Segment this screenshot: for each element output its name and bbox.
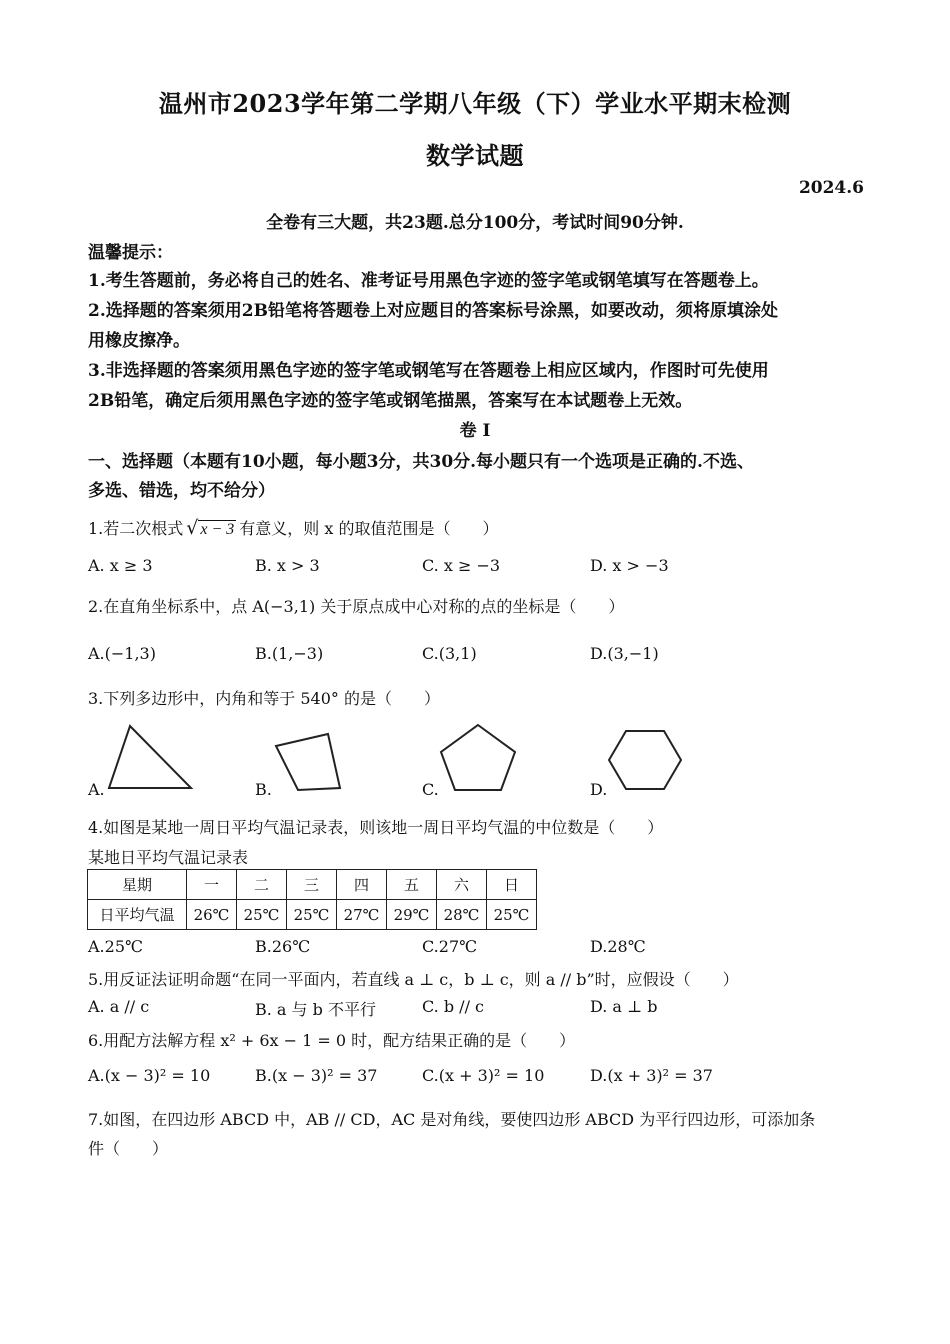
- table-cell: 25℃: [237, 900, 287, 930]
- q4-table-caption: 某地日平均气温记录表: [88, 848, 249, 867]
- q1-radical: [186, 517, 236, 539]
- tips-line-3a: 3.非选择题的答案须用黑色字迹的签字笔或钢笔写在答题卷上相应区域内，作图时可先使用: [88, 361, 769, 381]
- sqrt-sign-icon: √: [186, 517, 199, 539]
- q4-option-d: D.28℃: [590, 937, 646, 956]
- q5-stem: 5.用反证法证明命题“在同一平面内，若直线 a ⊥ c，b ⊥ c，则 a // b”时，应假设（ ）: [88, 970, 739, 989]
- section1-line-1: 一、选择题（本题有10小题，每小题3分，共30分.每小题只有一个选项是正确的.不选、: [88, 452, 754, 472]
- hexagon-shape: [609, 731, 681, 789]
- tips-line-3b: 2B铅笔，确定后须用黑色字迹的签字笔或钢笔描黑，答案写在本试题卷上无效。: [88, 391, 693, 411]
- quadrilateral-shape: [276, 734, 340, 790]
- table-header-cell: 六: [437, 870, 487, 900]
- exam-title: 温州市2023学年第二学期八年级（下）学业水平期末检测: [158, 89, 792, 118]
- q1-option-a: A. x ≥ 3: [88, 556, 153, 575]
- table-cell: 25℃: [287, 900, 337, 930]
- table-header-cell: 日: [487, 870, 537, 900]
- tips-line-2b: 用橡皮擦净。: [88, 331, 190, 351]
- tips-heading: 温馨提示：: [88, 243, 173, 263]
- volume-label: 卷 I: [459, 421, 491, 441]
- table-header-cell: 二: [237, 870, 287, 900]
- q7-stem-line-2: 件（ ）: [88, 1139, 169, 1158]
- q6-stem: 6.用配方法解方程 x² + 6x − 1 = 0 时，配方结果正确的是（ ）: [88, 1031, 576, 1050]
- exam-subtitle: 数学试题: [426, 141, 524, 170]
- q5-option-c: C. b // c: [422, 997, 484, 1016]
- q1-option-d: D. x > −3: [590, 556, 669, 575]
- pentagon-shape: [441, 725, 515, 790]
- triangle-shape: [109, 726, 191, 788]
- q3-stem: 3.下列多边形中，内角和等于 540° 的是（ ）: [88, 689, 440, 708]
- q2-option-b: B.(1,−3): [255, 644, 324, 663]
- q3-option-d-label: D.: [590, 780, 608, 799]
- table-header-cell: 三: [287, 870, 337, 900]
- table-header-cell: 五: [387, 870, 437, 900]
- q3-option-a-label: A.: [88, 780, 105, 799]
- table-cell: 26℃: [187, 900, 237, 930]
- table-header-row: [88, 870, 537, 900]
- q3-option-c-label: C.: [422, 780, 439, 799]
- table-cell: 日平均气温: [88, 900, 187, 930]
- q6-option-d: D.(x + 3)² = 37: [590, 1066, 713, 1085]
- table-cell: 29℃: [387, 900, 437, 930]
- exam-date: 2024.6: [798, 178, 864, 198]
- q5-option-a: A. a // c: [88, 997, 150, 1016]
- tips-line-1: 1.考生答题前，务必将自己的姓名、准考证号用黑色字迹的签字笔或钢笔填写在答题卷上。: [88, 271, 769, 291]
- table-header-cell: 四: [337, 870, 387, 900]
- table-row: [88, 900, 537, 930]
- q4-option-b: B.26℃: [255, 937, 311, 956]
- q1-stem-post: 有意义，则 x 的取值范围是（ ）: [239, 519, 499, 538]
- table-cell: 27℃: [337, 900, 387, 930]
- pentagon-figure: [438, 722, 518, 794]
- tips-line-2a: 2.选择题的答案须用2B铅笔将答题卷上对应题目的答案标号涂黑，如要改动，须将原填涂处: [88, 301, 778, 321]
- temperature-table: [87, 869, 537, 930]
- q1-option-b: B. x > 3: [255, 556, 320, 575]
- exam-summary: 全卷有三大题，共23题.总分100分，考试时间90分钟.: [266, 213, 684, 233]
- q4-stem: 4.如图是某地一周日平均气温记录表，则该地一周日平均气温的中位数是（ ）: [88, 818, 664, 837]
- q5-option-d: D. a ⊥ b: [590, 997, 658, 1016]
- q4-option-c: C.27℃: [422, 937, 478, 956]
- q6-option-b: B.(x − 3)² = 37: [255, 1066, 378, 1085]
- q6-option-c: C.(x + 3)² = 10: [422, 1066, 545, 1085]
- q1-stem: [88, 516, 499, 539]
- table-header-cell: 星期: [88, 870, 187, 900]
- q7-stem-line-1: 7.如图，在四边形 ABCD 中，AB // CD，AC 是对角线，要使四边形 ABCD 为平行四边形，可添加条: [88, 1110, 816, 1129]
- q5-option-b: B. a 与 b 不平行: [255, 1000, 376, 1019]
- q3-option-b-label: B.: [255, 780, 272, 799]
- q2-option-c: C.(3,1): [422, 644, 477, 663]
- q1-option-c: C. x ≥ −3: [422, 556, 501, 575]
- q2-option-a: A.(−1,3): [88, 644, 156, 663]
- quadrilateral-figure: [272, 728, 344, 794]
- q2-option-d: D.(3,−1): [590, 644, 659, 663]
- table-cell: 28℃: [437, 900, 487, 930]
- q2-stem: 2.在直角坐标系中，点 A(−3,1) 关于原点成中心对称的点的坐标是（ ）: [88, 597, 625, 616]
- table-cell: 25℃: [487, 900, 537, 930]
- q4-option-a: A.25℃: [88, 937, 143, 956]
- table-header-cell: 一: [187, 870, 237, 900]
- triangle-figure: [105, 722, 195, 794]
- section1-line-2: 多选、错选，均不给分）: [88, 481, 275, 501]
- hexagon-figure: [606, 728, 684, 792]
- q1-stem-pre: 1.若二次根式: [88, 519, 184, 538]
- q1-radicand: x − 3: [200, 521, 235, 538]
- q6-option-a: A.(x − 3)² = 10: [88, 1066, 211, 1085]
